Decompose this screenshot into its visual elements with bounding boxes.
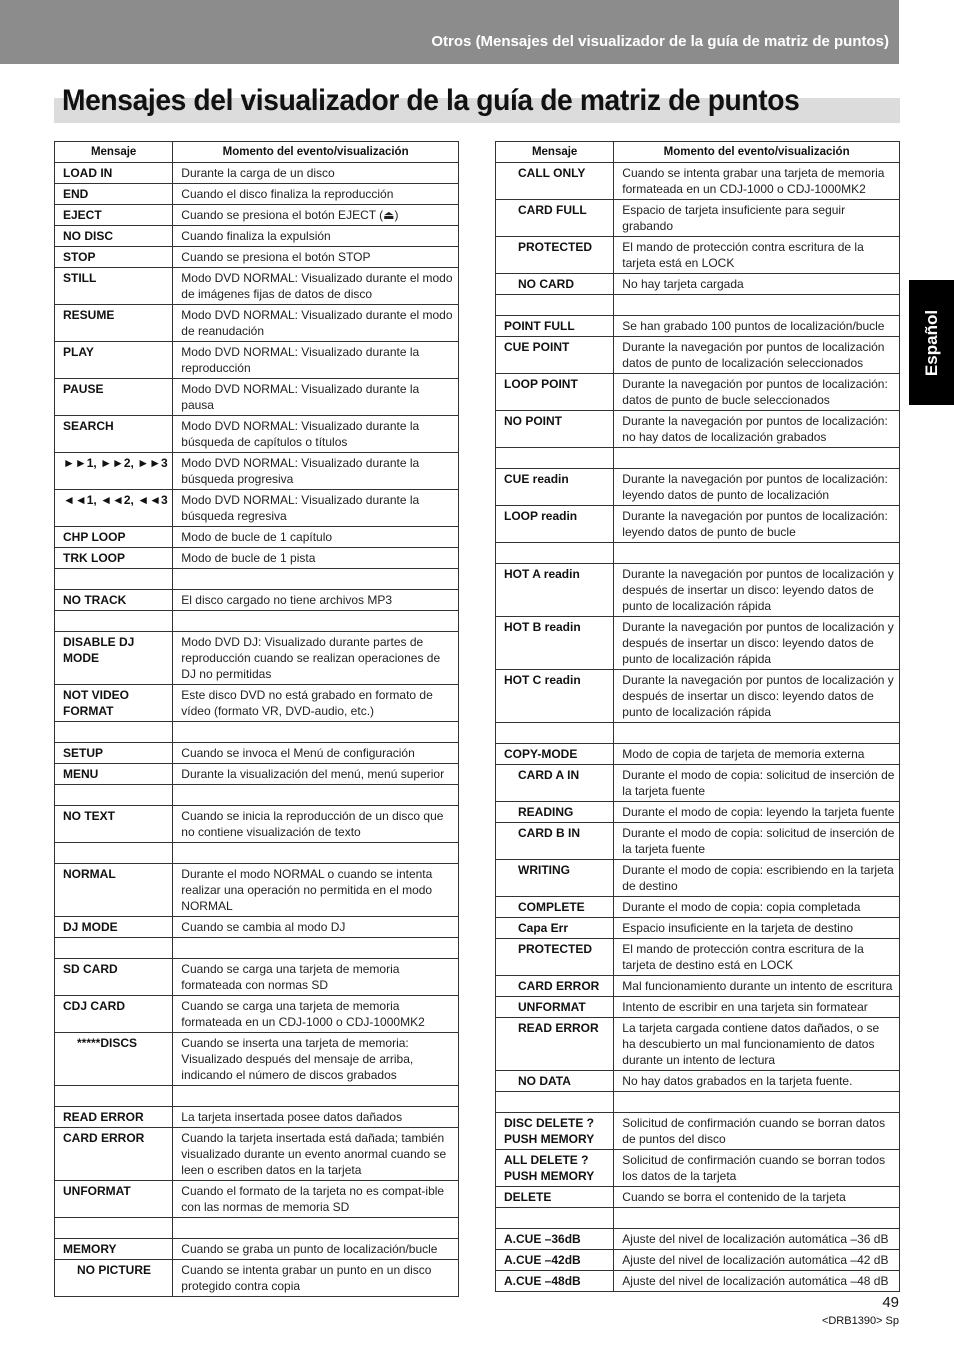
table-row xyxy=(55,864,459,917)
event-cell: Espacio de tarjeta insuficiente para seguir grabando xyxy=(614,200,900,237)
message-cell: NO DISC xyxy=(55,226,173,247)
message-cell: A.CUE –42dB xyxy=(496,1250,614,1271)
table-row xyxy=(55,1086,459,1107)
event-cell: Cuando se carga una tarjeta de memoria formateada con normas SD xyxy=(173,959,459,996)
message-cell: DELETE xyxy=(496,1187,614,1208)
page-number: 49 xyxy=(882,1294,899,1311)
message-cell xyxy=(55,569,173,590)
event-cell: Durante la navegación por puntos de localización: no hay datos de localización grabados xyxy=(614,411,900,448)
event-cell xyxy=(614,1092,900,1113)
event-cell: Espacio insuficiente en la tarjeta de destino xyxy=(614,918,900,939)
message-cell: NO TRACK xyxy=(55,590,173,611)
table-row xyxy=(496,316,900,337)
message-cell: CUE readin xyxy=(496,469,614,506)
message-cell: READ ERROR xyxy=(55,1107,173,1128)
event-cell: La tarjeta insertada posee datos dañados xyxy=(173,1107,459,1128)
event-cell: Cuando se borra el contenido de la tarjeta xyxy=(614,1187,900,1208)
event-cell: Modo DVD NORMAL: Visualizado durante la pausa xyxy=(173,379,459,416)
table-row xyxy=(496,506,900,543)
message-cell: NO TEXT xyxy=(55,806,173,843)
message-cell: PROTECTED xyxy=(496,237,614,274)
message-cell: DISABLE DJ MODE xyxy=(55,632,173,685)
table-row xyxy=(496,823,900,860)
event-cell: Modo DVD NORMAL: Visualizado durante la reproducción xyxy=(173,342,459,379)
message-cell: READING xyxy=(496,802,614,823)
document-code: <DRB1390> Sp xyxy=(821,1315,899,1327)
message-cell: CDJ CARD xyxy=(55,996,173,1033)
table-row xyxy=(55,569,459,590)
table-row xyxy=(55,938,459,959)
table-row xyxy=(496,1250,900,1271)
table-row xyxy=(496,744,900,765)
message-cell xyxy=(55,722,173,743)
table-row xyxy=(55,268,459,305)
table-row xyxy=(496,564,900,617)
message-cell xyxy=(496,723,614,744)
message-cell: CALL ONLY xyxy=(496,163,614,200)
message-cell: A.CUE –48dB xyxy=(496,1271,614,1292)
message-cell: LOOP POINT xyxy=(496,374,614,411)
event-cell: Ajuste del nivel de localización automática –42 dB xyxy=(614,1250,900,1271)
event-cell: Cuando el disco finaliza la reproducción xyxy=(173,184,459,205)
message-cell: CHP LOOP xyxy=(55,527,173,548)
event-cell: Cuando se graba un punto de localización/bucle xyxy=(173,1239,459,1260)
table-row xyxy=(55,342,459,379)
message-cell: COMPLETE xyxy=(496,897,614,918)
table-row xyxy=(496,617,900,670)
page-title: Mensajes del visualizador de la guía de matriz de puntos xyxy=(62,84,800,117)
section-header-band xyxy=(0,0,899,64)
table-row xyxy=(55,632,459,685)
event-cell xyxy=(173,843,459,864)
event-cell: Solicitud de confirmación cuando se borran datos de puntos del disco xyxy=(614,1113,900,1150)
messages-table-right xyxy=(495,141,900,1292)
table-row xyxy=(496,860,900,897)
message-cell: CUE POINT xyxy=(496,337,614,374)
message-cell xyxy=(55,1218,173,1239)
table-row xyxy=(496,237,900,274)
table-row xyxy=(496,543,900,564)
message-cell: CARD B IN xyxy=(496,823,614,860)
event-cell: El mando de protección contra escritura de la tarjeta de destino está en LOCK xyxy=(614,939,900,976)
message-cell: A.CUE –36dB xyxy=(496,1229,614,1250)
event-cell xyxy=(614,295,900,316)
table-row xyxy=(496,1271,900,1292)
event-cell: Cuando se presiona el botón STOP xyxy=(173,247,459,268)
table-row xyxy=(55,226,459,247)
message-cell: MEMORY xyxy=(55,1239,173,1260)
table-row xyxy=(55,184,459,205)
event-cell: Ajuste del nivel de localización automática –48 dB xyxy=(614,1271,900,1292)
event-cell: Este disco DVD no está grabado en formato de vídeo (formato VR, DVD-audio, etc.) xyxy=(173,685,459,722)
event-cell xyxy=(614,723,900,744)
message-cell: PAUSE xyxy=(55,379,173,416)
table-row xyxy=(55,416,459,453)
table-row xyxy=(496,1018,900,1071)
table-row xyxy=(55,611,459,632)
message-cell: END xyxy=(55,184,173,205)
event-cell: Durante el modo de copia: solicitud de inserción de la tarjeta fuente xyxy=(614,765,900,802)
event-cell: La tarjeta cargada contiene datos dañados, o se ha descubierto un mal funcionamiento de datos durante un intento de lectura xyxy=(614,1018,900,1071)
event-cell: Solicitud de confirmación cuando se borran todos los datos de la tarjeta xyxy=(614,1150,900,1187)
table-row xyxy=(55,305,459,342)
event-cell: Modo DVD NORMAL: Visualizado durante el modo de reanudación xyxy=(173,305,459,342)
event-cell: Cuando se inserta una tarjeta de memoria: Visualizado después del mensaje de arriba, indicando el número de discos grabados xyxy=(173,1033,459,1086)
event-cell: Modo de bucle de 1 capítulo xyxy=(173,527,459,548)
table-row xyxy=(496,1187,900,1208)
messages-table-left xyxy=(54,141,459,1297)
table-row xyxy=(55,490,459,527)
event-cell: Durante el modo de copia: copia completada xyxy=(614,897,900,918)
event-cell: Durante la navegación por puntos de localización: datos de punto de bucle seleccionados xyxy=(614,374,900,411)
table-row xyxy=(55,247,459,268)
message-cell: PLAY xyxy=(55,342,173,379)
message-cell xyxy=(496,448,614,469)
table-row xyxy=(496,448,900,469)
table-row xyxy=(496,469,900,506)
event-cell: Cuando finaliza la expulsión xyxy=(173,226,459,247)
table-row xyxy=(55,1107,459,1128)
table-row xyxy=(496,1150,900,1187)
message-cell xyxy=(496,295,614,316)
table-row xyxy=(55,1260,459,1297)
table-row xyxy=(55,205,459,226)
table-row xyxy=(496,200,900,237)
event-cell: Modo de bucle de 1 pista xyxy=(173,548,459,569)
message-cell: SD CARD xyxy=(55,959,173,996)
table-header-row xyxy=(55,142,459,163)
event-cell: Intento de escribir en una tarjeta sin formatear xyxy=(614,997,900,1018)
event-cell: Durante la navegación por puntos de localización y después de insertar un disco: leyendo datos de punto de localización rápida xyxy=(614,670,900,723)
message-cell: CARD ERROR xyxy=(496,976,614,997)
table-row xyxy=(496,670,900,723)
event-cell: Durante el modo NORMAL o cuando se intenta realizar una operación no permitida en el modo NORMAL xyxy=(173,864,459,917)
event-cell: No hay tarjeta cargada xyxy=(614,274,900,295)
message-cell: COPY-MODE xyxy=(496,744,614,765)
table-row xyxy=(496,1208,900,1229)
table-row xyxy=(55,806,459,843)
event-cell xyxy=(173,938,459,959)
message-cell: LOAD IN xyxy=(55,163,173,184)
table-row xyxy=(55,785,459,806)
message-cell xyxy=(55,843,173,864)
message-cell: TRK LOOP xyxy=(55,548,173,569)
event-cell: Cuando se presiona el botón EJECT (⏏) xyxy=(173,205,459,226)
event-cell: Modo DVD NORMAL: Visualizado durante la búsqueda de capítulos o títulos xyxy=(173,416,459,453)
message-cell: CARD ERROR xyxy=(55,1128,173,1181)
event-cell xyxy=(614,448,900,469)
message-cell xyxy=(55,785,173,806)
table-row xyxy=(496,295,900,316)
message-cell: NORMAL xyxy=(55,864,173,917)
event-cell: Durante la navegación por puntos de localización y después de insertar un disco: leyendo datos de punto de localización rápida xyxy=(614,617,900,670)
table-row xyxy=(496,939,900,976)
table-row xyxy=(496,163,900,200)
table-row xyxy=(55,722,459,743)
message-cell: CARD A IN xyxy=(496,765,614,802)
table-row xyxy=(496,274,900,295)
header-message: Mensaje xyxy=(496,142,614,163)
event-cell: Modo DVD NORMAL: Visualizado durante la búsqueda progresiva xyxy=(173,453,459,490)
table-row xyxy=(55,1239,459,1260)
table-row xyxy=(55,1181,459,1218)
message-cell: ►►1, ►►2, ►►3 xyxy=(55,453,173,490)
table-row xyxy=(496,411,900,448)
message-cell: CARD FULL xyxy=(496,200,614,237)
event-cell xyxy=(173,1086,459,1107)
message-cell: MENU xyxy=(55,764,173,785)
message-cell: SETUP xyxy=(55,743,173,764)
message-cell: DJ MODE xyxy=(55,917,173,938)
table-row xyxy=(55,685,459,722)
event-cell: El mando de protección contra escritura de la tarjeta está en LOCK xyxy=(614,237,900,274)
message-cell: STILL xyxy=(55,268,173,305)
event-cell: Durante la navegación por puntos de localización: leyendo datos de punto de bucle xyxy=(614,506,900,543)
event-cell: Durante la navegación por puntos de localización datos de punto de localización seleccionados xyxy=(614,337,900,374)
message-cell: LOOP readin xyxy=(496,506,614,543)
event-cell: Modo DVD NORMAL: Visualizado durante la búsqueda regresiva xyxy=(173,490,459,527)
message-cell xyxy=(55,1086,173,1107)
table-row xyxy=(496,1071,900,1092)
message-cell: SEARCH xyxy=(55,416,173,453)
message-cell xyxy=(496,543,614,564)
message-cell: ALL DELETE ? PUSH MEMORY xyxy=(496,1150,614,1187)
message-cell: READ ERROR xyxy=(496,1018,614,1071)
event-cell: Ajuste del nivel de localización automática –36 dB xyxy=(614,1229,900,1250)
message-cell: ◄◄1, ◄◄2, ◄◄3 xyxy=(55,490,173,527)
message-cell: NOT VIDEO FORMAT xyxy=(55,685,173,722)
table-row xyxy=(55,959,459,996)
event-cell: Durante el modo de copia: leyendo la tarjeta fuente xyxy=(614,802,900,823)
message-cell xyxy=(496,1208,614,1229)
table-row xyxy=(55,548,459,569)
message-cell: WRITING xyxy=(496,860,614,897)
event-cell: Cuando el formato de la tarjeta no es compat-ible con las normas de memoria SD xyxy=(173,1181,459,1218)
table-row xyxy=(55,917,459,938)
message-cell: HOT B readin xyxy=(496,617,614,670)
event-cell: Se han grabado 100 puntos de localización/bucle xyxy=(614,316,900,337)
table-row xyxy=(55,1033,459,1086)
event-cell xyxy=(173,722,459,743)
message-cell: Capa Err xyxy=(496,918,614,939)
table-row xyxy=(496,997,900,1018)
message-cell: NO POINT xyxy=(496,411,614,448)
message-cell: STOP xyxy=(55,247,173,268)
message-cell: HOT A readin xyxy=(496,564,614,617)
header-message: Mensaje xyxy=(55,142,173,163)
event-cell: Durante la navegación por puntos de localización y después de insertar un disco: leyendo datos de punto de localización rápida xyxy=(614,564,900,617)
message-cell: PROTECTED xyxy=(496,939,614,976)
event-cell xyxy=(173,1218,459,1239)
event-cell: Modo de copia de tarjeta de memoria externa xyxy=(614,744,900,765)
event-cell: Cuando la tarjeta insertada está dañada; también visualizado durante un evento anormal cuando se leen o escriben datos en la tarjeta xyxy=(173,1128,459,1181)
message-cell: RESUME xyxy=(55,305,173,342)
table-row xyxy=(55,590,459,611)
message-cell xyxy=(496,1092,614,1113)
table-row xyxy=(55,379,459,416)
language-tab xyxy=(909,280,954,405)
table-row xyxy=(55,743,459,764)
event-cell: Durante la carga de un disco xyxy=(173,163,459,184)
table-row xyxy=(496,918,900,939)
event-cell: Durante el modo de copia: solicitud de inserción de la tarjeta fuente xyxy=(614,823,900,860)
message-cell xyxy=(55,611,173,632)
message-cell xyxy=(55,938,173,959)
event-cell: Cuando se carga una tarjeta de memoria formateada en un CDJ-1000 o CDJ-1000MK2 xyxy=(173,996,459,1033)
event-cell: Cuando se inicia la reproducción de un disco que no contiene visualización de texto xyxy=(173,806,459,843)
table-row xyxy=(55,1218,459,1239)
header-event: Momento del evento/visualización xyxy=(173,142,459,163)
table-row xyxy=(496,723,900,744)
event-cell xyxy=(614,1208,900,1229)
event-cell xyxy=(173,611,459,632)
event-cell xyxy=(614,543,900,564)
event-cell: Cuando se intenta grabar una tarjeta de memoria formateada en un CDJ-1000 o CDJ-1000MK2 xyxy=(614,163,900,200)
table-row xyxy=(55,453,459,490)
event-cell: Cuando se invoca el Menú de configuración xyxy=(173,743,459,764)
event-cell xyxy=(173,785,459,806)
message-cell: POINT FULL xyxy=(496,316,614,337)
table-row xyxy=(55,996,459,1033)
message-cell: NO CARD xyxy=(496,274,614,295)
table-row xyxy=(55,163,459,184)
event-cell: Cuando se cambia al modo DJ xyxy=(173,917,459,938)
table-row xyxy=(496,1113,900,1150)
table-row xyxy=(496,976,900,997)
table-row xyxy=(496,802,900,823)
event-cell: Cuando se intenta grabar un punto en un disco protegido contra copia xyxy=(173,1260,459,1297)
message-cell: NO PICTURE xyxy=(55,1260,173,1297)
event-cell: El disco cargado no tiene archivos MP3 xyxy=(173,590,459,611)
event-cell: Durante la navegación por puntos de localización: leyendo datos de punto de localización xyxy=(614,469,900,506)
event-cell xyxy=(173,569,459,590)
message-cell: HOT C readin xyxy=(496,670,614,723)
table-row xyxy=(496,765,900,802)
language-tab-label: Español xyxy=(921,309,941,376)
event-cell: Modo DVD NORMAL: Visualizado durante el modo de imágenes fijas de datos de disco xyxy=(173,268,459,305)
table-row xyxy=(496,1092,900,1113)
message-cell: UNFORMAT xyxy=(496,997,614,1018)
table-row xyxy=(55,527,459,548)
event-cell: Durante la visualización del menú, menú superior xyxy=(173,764,459,785)
event-cell: Mal funcionamiento durante un intento de escritura xyxy=(614,976,900,997)
event-cell: Modo DVD DJ: Visualizado durante partes de reproducción cuando se realizan operaciones de DJ no permitidas xyxy=(173,632,459,685)
header-event: Momento del evento/visualización xyxy=(614,142,900,163)
table-row xyxy=(496,337,900,374)
table-row xyxy=(55,1128,459,1181)
message-cell: EJECT xyxy=(55,205,173,226)
table-row xyxy=(55,764,459,785)
message-cell: *****DISCS xyxy=(55,1033,173,1086)
table-row xyxy=(496,374,900,411)
table-row xyxy=(496,1229,900,1250)
table-header-row xyxy=(496,142,900,163)
event-cell: Durante el modo de copia: escribiendo en la tarjeta de destino xyxy=(614,860,900,897)
message-cell: DISC DELETE ? PUSH MEMORY xyxy=(496,1113,614,1150)
table-row xyxy=(55,843,459,864)
message-cell: NO DATA xyxy=(496,1071,614,1092)
event-cell: No hay datos grabados en la tarjeta fuente. xyxy=(614,1071,900,1092)
table-row xyxy=(496,897,900,918)
section-header-text: Otros (Mensajes del visualizador de la guía de matriz de puntos) xyxy=(431,33,889,50)
message-cell: UNFORMAT xyxy=(55,1181,173,1218)
